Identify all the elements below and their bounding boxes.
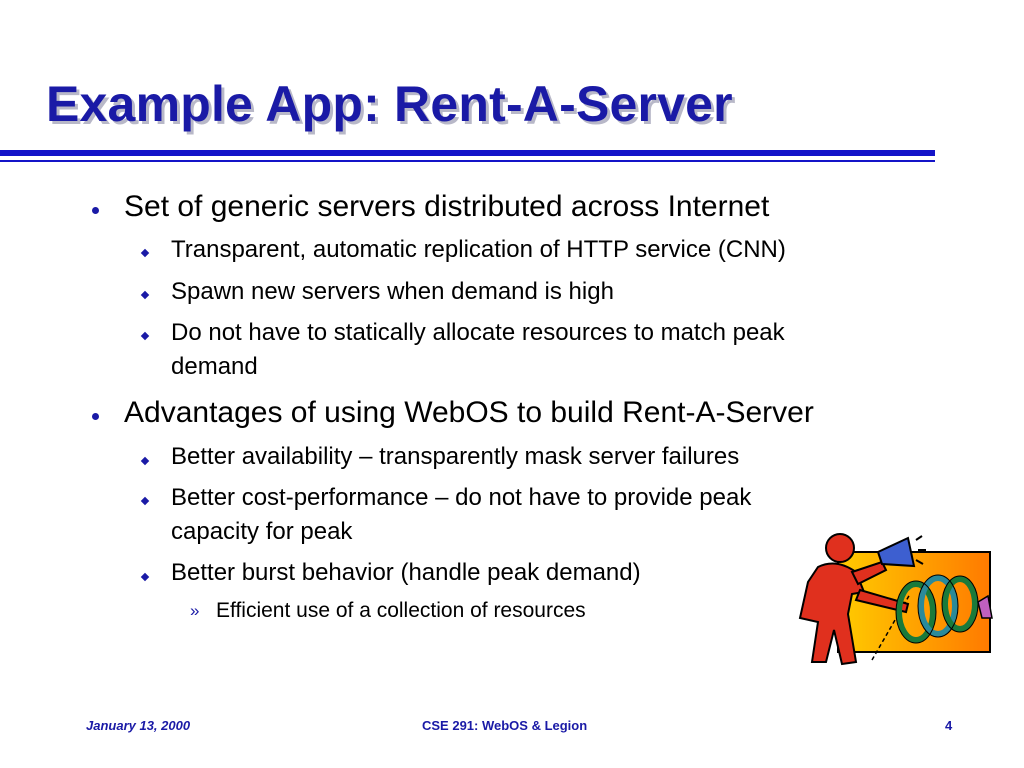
slide-title: Example App: Rent-A-Server (46, 76, 733, 132)
bullet-diamond-icon (141, 332, 149, 340)
bullet-diamond-icon (141, 457, 149, 465)
bullet-diamond-icon (141, 573, 149, 581)
bullet-l2: Better burst behavior (handle peak demand) (171, 559, 641, 586)
title-underline-thin (0, 160, 935, 162)
bullet-l2: Spawn new servers when demand is high (171, 278, 614, 305)
bullet-l2: Better availability – transparently mask server failures (171, 443, 740, 470)
bullet-l2-continuation: capacity for peak (171, 518, 353, 545)
bullet-chevron-icon: » (190, 601, 200, 620)
footer-date: January 13, 2000 (86, 718, 191, 733)
page-number: 4 (945, 718, 953, 733)
bullet-l3: Efficient use of a collection of resources (216, 599, 586, 622)
bullet-dot-icon (92, 207, 99, 214)
footer-course: CSE 291: WebOS & Legion (422, 718, 588, 733)
bullet-l1: Advantages of using WebOS to build Rent-A-Server (124, 396, 814, 429)
title-underline-thick (0, 150, 935, 156)
bullet-dot-icon (92, 413, 99, 420)
bullet-l2: Do not have to statically allocate resources to match peak (171, 319, 785, 346)
bullet-diamond-icon (141, 249, 149, 257)
bullet-l2-continuation: demand (171, 353, 258, 380)
person-with-megaphone-and-linked-rings-icon (790, 532, 1000, 667)
bullet-l2: Better cost-performance – do not have to provide peak (171, 484, 752, 511)
bullet-l1: Set of generic servers distributed across Internet (124, 190, 770, 223)
bullet-l2: Transparent, automatic replication of HTTP service (CNN) (171, 236, 786, 263)
bullet-diamond-icon (141, 497, 149, 505)
bullet-diamond-icon (141, 291, 149, 299)
